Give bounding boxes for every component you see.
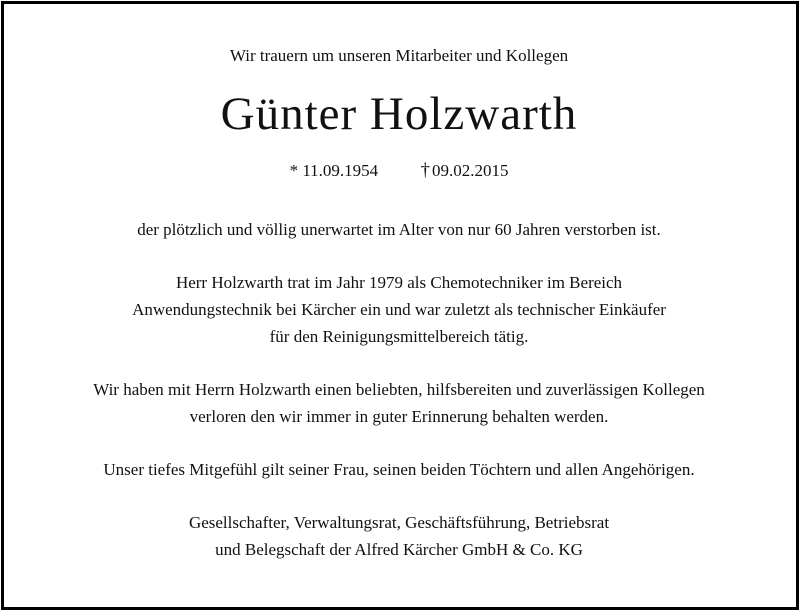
death-date: 09.02.2015 xyxy=(431,161,509,180)
paragraph-career-line-3: für den Reinigungsmittelbereich tätig. xyxy=(269,327,529,346)
intro-text: Wir trauern um unseren Mitarbeiter und Kollegen xyxy=(229,46,569,65)
life-dates xyxy=(0,160,798,182)
birth-date: * 11.09.1954 xyxy=(289,161,379,180)
paragraph-tribute-line-1: Wir haben mit Herrn Holzwarth einen beliebten, hilfsbereiten und zuverlässigen Kollegen xyxy=(93,380,705,399)
paragraph-tribute-line-2: verloren den wir immer in guter Erinnerung behalten werden. xyxy=(189,407,609,426)
signature-line-2: und Belegschaft der Alfred Kärcher GmbH & Co. KG xyxy=(215,540,583,559)
paragraph-death-circumstance: der plötzlich und völlig unerwartet im Alter von nur 60 Jahren verstorben ist. xyxy=(137,220,661,239)
paragraph-career-line-1: Herr Holzwarth trat im Jahr 1979 als Chemotechniker im Bereich xyxy=(175,273,623,292)
paragraph-condolence: Unser tiefes Mitgefühl gilt seiner Frau, seinen beiden Töchtern und allen Angehörigen. xyxy=(103,460,695,479)
dagger-icon: † xyxy=(420,160,430,181)
death-date-group xyxy=(420,160,508,182)
paragraph-career-line-2: Anwendungstechnik bei Kärcher ein und war zuletzt als technischer Einkäufer xyxy=(132,300,666,319)
signature-line-1: Gesellschafter, Verwaltungsrat, Geschäftsführung, Betriebsrat xyxy=(188,513,610,532)
deceased-name: Günter Holzwarth xyxy=(220,88,578,140)
